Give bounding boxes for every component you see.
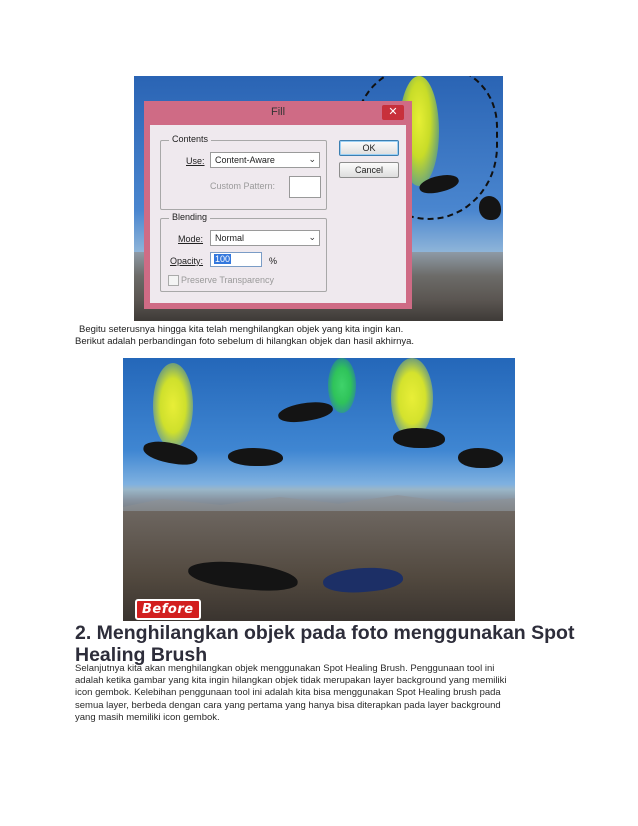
blending-legend: Blending bbox=[169, 212, 210, 222]
yellow-smoke bbox=[153, 363, 193, 448]
mode-label: Mode: bbox=[178, 234, 204, 244]
dialog-title: Fill bbox=[270, 106, 286, 118]
opacity-unit: % bbox=[269, 256, 278, 266]
ok-button[interactable]: OK bbox=[339, 140, 399, 156]
body-line: yang masih memiliki icon gembok. bbox=[75, 711, 220, 723]
caption-line-2: Berikut adalah perbandingan foto sebelum di hilangkan objek dan hasil akhirnya. bbox=[75, 336, 415, 347]
section-body bbox=[75, 663, 565, 724]
skydiver bbox=[228, 448, 283, 466]
before-badge: Before bbox=[135, 599, 201, 620]
custom-pattern-label: Custom Pattern: bbox=[210, 181, 276, 191]
use-label: Use: bbox=[186, 156, 205, 166]
section-heading bbox=[75, 622, 575, 666]
body-line: semua layer, berbeda dengan cara yang pertama yang hanya bisa diterapkan pada layer background bbox=[75, 699, 501, 711]
dialog-titlebar bbox=[144, 102, 412, 124]
skydiver bbox=[479, 196, 501, 220]
yellow-smoke bbox=[391, 358, 433, 438]
custom-pattern-picker bbox=[289, 176, 321, 198]
chevron-down-icon: ⌄ bbox=[308, 232, 316, 242]
close-icon[interactable]: ✕ bbox=[382, 105, 404, 120]
opacity-input[interactable] bbox=[210, 252, 262, 267]
green-smoke bbox=[328, 358, 356, 413]
heading-line-1: 2. Menghilangkan objek pada foto menggunakan Spot bbox=[75, 622, 575, 644]
preserve-transparency-checkbox[interactable] bbox=[168, 275, 179, 286]
skydiver bbox=[142, 438, 200, 467]
heading-line-2: Healing Brush bbox=[75, 644, 208, 666]
opacity-label: Opacity: bbox=[170, 256, 204, 266]
contents-legend: Contents bbox=[169, 134, 211, 144]
opacity-value: 100 bbox=[215, 254, 231, 264]
body-line: Selanjutnya kita akan menghilangkan objek menggunakan Spot Healing Brush. Penggunaan tool ini bbox=[75, 663, 495, 674]
skydiver bbox=[458, 448, 503, 468]
use-value: Content-Aware bbox=[215, 155, 275, 165]
mode-select[interactable] bbox=[210, 230, 320, 246]
cancel-button[interactable]: Cancel bbox=[339, 162, 399, 178]
preserve-transparency-label: Preserve Transparency bbox=[181, 275, 275, 285]
use-select[interactable] bbox=[210, 152, 320, 168]
body-line: adalah ketika gambar yang kita ingin hilangkan objek tidak merupakan layer background yang memiliki bbox=[75, 675, 507, 687]
before-photo bbox=[123, 358, 515, 621]
chevron-down-icon: ⌄ bbox=[308, 154, 316, 164]
mode-value: Normal bbox=[215, 233, 245, 243]
skydiver bbox=[393, 428, 445, 448]
contents-group bbox=[160, 134, 327, 210]
skydiver bbox=[277, 398, 334, 425]
body-line: icon gembok. Kelebihan penggunaan tool ini adalah kita bisa menggunakan Spot Healing brush pada bbox=[75, 687, 501, 699]
caption-line-1: Begitu seterusnya hingga kita telah menghilangkan objek yang kita ingin kan. bbox=[79, 324, 404, 335]
